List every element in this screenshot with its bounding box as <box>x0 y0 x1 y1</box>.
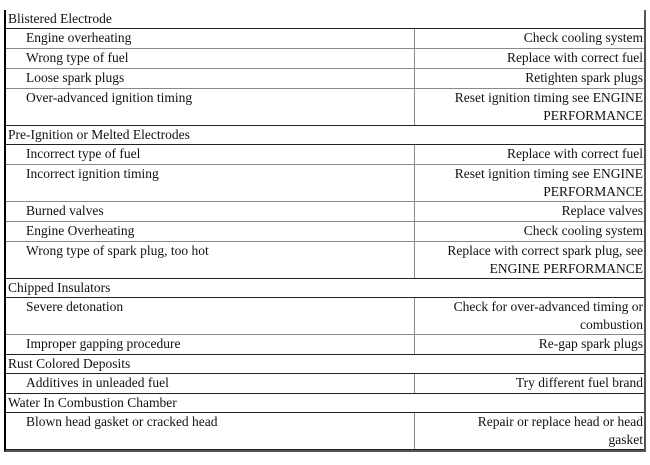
table-row <box>6 202 644 222</box>
cause-cell: Wrong type of spark plug, too hot <box>6 242 415 278</box>
remedy-cell: Reset ignition timing see ENGINE PERFORMANCE <box>454 166 643 199</box>
section-header: Blistered Electrode <box>6 10 644 29</box>
section-header: Water In Combustion Chamber <box>6 394 644 413</box>
table-row <box>6 145 644 165</box>
table-row <box>6 374 644 394</box>
remedy-cell: Check cooling system <box>523 223 643 238</box>
table-row <box>6 335 644 355</box>
section-header: Pre-Ignition or Melted Electrodes <box>6 126 644 145</box>
table-row <box>6 413 644 450</box>
cause-cell: Incorrect type of fuel <box>6 145 415 164</box>
table-row <box>6 242 644 279</box>
cause-cell: Blown head gasket or cracked head <box>6 413 415 449</box>
remedy-cell: Check cooling system <box>523 30 643 45</box>
cause-cell: Loose spark plugs <box>6 69 415 88</box>
remedy-cell: Try different fuel brand <box>515 375 643 390</box>
remedy-cell: Replace valves <box>561 203 643 218</box>
table-row <box>6 222 644 242</box>
remedy-cell: Retighten spark plugs <box>525 70 643 85</box>
remedy-cell: Reset ignition timing see ENGINE PERFORMANCE <box>454 90 643 123</box>
cause-cell: Over-advanced ignition timing <box>6 89 415 125</box>
cause-cell: Improper gapping procedure <box>6 335 415 354</box>
remedy-cell: Repair or replace head or head gasket <box>477 414 643 447</box>
section-header: Chipped Insulators <box>6 279 644 298</box>
diagnosis-table <box>4 10 646 452</box>
remedy-cell: Replace with correct spark plug, see ENGINE PERFORMANCE <box>447 243 643 276</box>
table-row <box>6 29 644 49</box>
table-row <box>6 69 644 89</box>
cause-cell: Wrong type of fuel <box>6 49 415 68</box>
section-header: Rust Colored Deposits <box>6 355 644 374</box>
remedy-cell: Check for over-advanced timing or combustion <box>453 299 643 332</box>
cause-cell: Engine Overheating <box>6 222 415 241</box>
table-row <box>6 89 644 126</box>
remedy-cell: Replace with correct fuel <box>506 50 643 65</box>
cause-cell: Burned valves <box>6 202 415 221</box>
cause-cell: Engine overheating <box>6 29 415 48</box>
cause-cell: Incorrect ignition timing <box>6 165 415 201</box>
cause-cell: Severe detonation <box>6 298 415 334</box>
remedy-cell: Replace with correct fuel <box>506 146 643 161</box>
remedy-cell: Re-gap spark plugs <box>538 336 643 351</box>
table-row <box>6 298 644 335</box>
table-row <box>6 49 644 69</box>
cause-cell: Additives in unleaded fuel <box>6 374 415 393</box>
table-row <box>6 165 644 202</box>
